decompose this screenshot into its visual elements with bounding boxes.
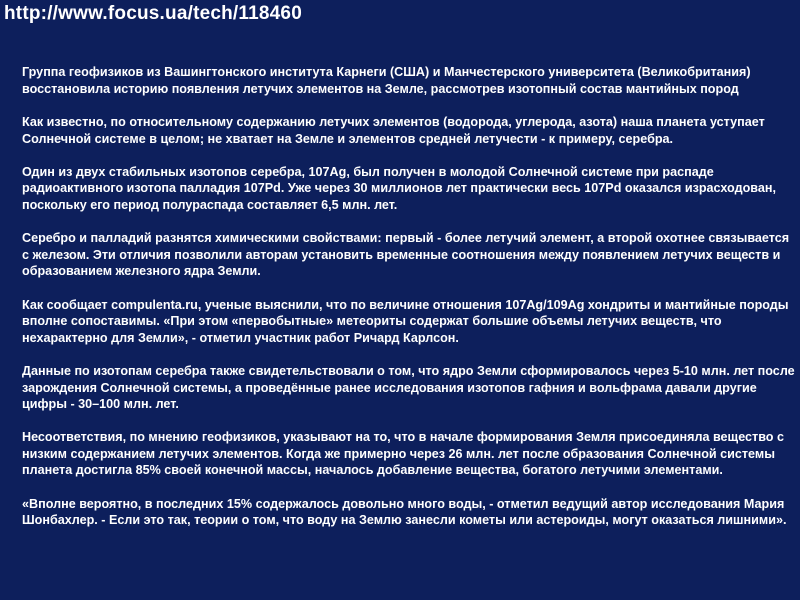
lead-paragraph: Группа геофизиков из Вашингтонского института Карнеги (США) и Манчестерского университета (Великобритания) восстановила историю появления летучих элементов на Земле, рассмотрев изотопный состав мантийных пород bbox=[22, 65, 751, 96]
paragraph-4: Как сообщает compulenta.ru, ученые выяснили, что по величине отношения 107Ag/109Ag хондриты и мантийные породы вполне сопоставимы. «При этом «первобытные» метеориты содержат большие объемы летучих веществ, что нехарактерно для Земли», - отметил участник работ Ричард Карлсон. bbox=[22, 297, 789, 345]
paragraph-7: «Вполне вероятно, в последних 15% содержалось довольно много воды, - отметил ведущий автор исследования Мария Шонбахлер. - Если это так, теории о том, что воду на Землю занесли кометы или астероиды, могут оказаться лишними». bbox=[22, 496, 787, 528]
paragraph-3: Серебро и палладий разнятся химическими свойствами: первый - более летучий элемент, а второй охотнее связывается с железом. Эти отличия позволили авторам установить временные соотношения между появлением летучих веществ и образованием железного ядра Земли. bbox=[22, 231, 790, 279]
paragraph-2: Один из двух стабильных изотопов серебра, 107Ag, был получен в молодой Солнечной системе при распаде радиоактивного изотопа палладия 107Pd. Уже через 30 миллионов лет практически весь 107Pd оказался израсходован, поскольку его период полураспада составляет 6,5 млн. лет. bbox=[22, 164, 776, 212]
source-url: http://www.focus.ua/tech/118460 bbox=[4, 3, 302, 24]
article-body bbox=[22, 114, 797, 545]
paragraph-5: Данные по изотопам серебра также свидетельствовали о том, что ядро Земли сформировалось через 5-10 млн. лет после зарождения Солнечной системы, а проведённые ранее исследования изотопов гафния и вольфрама давали другие цифры - 30–100 млн. лет. bbox=[22, 363, 795, 412]
paragraph-1: Как известно, по относительному содержанию летучих элементов (водорода, углерода, азота) наша планета уступает Солнечной системе в целом; не хватает на Земле и элементов средней летучести - к примеру, серебра. bbox=[22, 115, 765, 146]
paragraph-6: Несоответствия, по мнению геофизиков, указывают на то, что в начале формирования Земля присоединяла вещество с низким содержанием летучих элементов. Когда же примерно через 26 млн. лет после образования Солнечной системы планета достигла 85% своей конечной массы, началось добавление вещества, богатого летучими элементами. bbox=[22, 430, 784, 478]
